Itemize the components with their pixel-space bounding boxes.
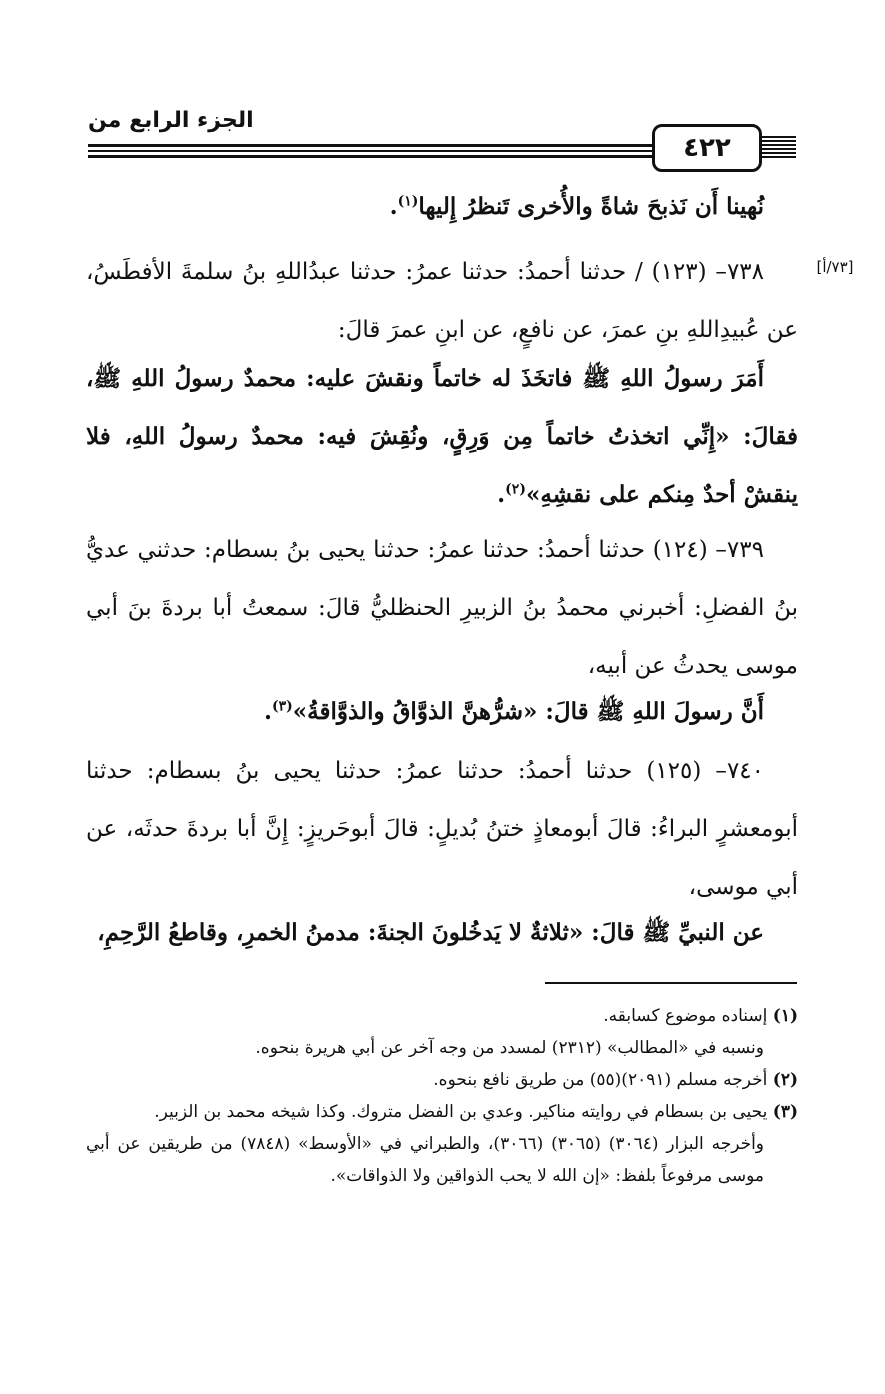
hadith-text: نُهينا أَن نَذبحَ شاةً والأُخرى تَنظرُ إِليها bbox=[418, 193, 764, 220]
footnotes bbox=[86, 1000, 798, 1192]
isnad-739: ٧٣٩– (١٢٤) حدثنا أحمدُ: حدثنا عمرُ: حدثنا يحيى بنُ بسطام: حدثني عديُّ بنُ الفضلِ: أخبرني محمدُ بنُ الزبيرِ الحنظليُّ قالَ: سمعتُ أبا بردةَ بنَ أبي موسى يحدثُ عن أبيه، bbox=[86, 537, 798, 679]
hadith-text-4: عن النبيِّ ﷺ قالَ: «ثلاثةٌ لا يَدخُلونَ الجنةَ: مدمنُ الخمرِ، وقاطعُ الرَّحِمِ، bbox=[97, 919, 764, 946]
footnote-2 bbox=[86, 1064, 798, 1096]
footnote-3-continuation: وأخرجه البزار (٣٠٦٤) (٣٠٦٥) (٣٠٦٦)، والطبراني في «الأوسط» (٧٨٤٨) من طريقين عن أبي موسى مرفوعاً بلفظ: «إن الله لا يحب الذواقين ولا الذواقات». bbox=[86, 1134, 765, 1186]
footnote-text: أخرجه مسلم (٢٠٩١)(٥٥) من طريق نافع بنحوه. bbox=[433, 1070, 768, 1090]
hadith-text-3: أَنَّ رسولَ اللهِ ﷺ قالَ: «شرُّهنَّ الذوَّاقُ والذوَّاقةُ»$^{(٣)}$. bbox=[264, 698, 764, 725]
isnad-740: ٧٤٠– (١٢٥) حدثنا أحمدُ: حدثنا عمرُ: حدثنا يحيى بنُ بسطام: حدثنا أبومعشرٍ البراءُ: قالَ أبومعاذٍ ختنُ بُديلٍ: قالَ أبوحَريزٍ: إِنَّ أبا بردةَ حدثَه، عن أبي موسى، bbox=[86, 758, 798, 900]
header-stripe-ornament bbox=[762, 136, 796, 160]
hadith-text-2: أَمَرَ رسولُ اللهِ ﷺ فاتخَذَ له خاتماً ونقشَ عليه: محمدٌ رسولُ اللهِ ﷺ، فقالَ: «إِنِّي اتخذتُ خاتماً مِن وَرِقٍ، ونُقِشَ فيه: محمدٌ رسولُ اللهِ، فلا ينقشْ أحدٌ مِنكم على نقشِهِ»$^{(٢)}$. bbox=[86, 365, 798, 508]
footnote-number: (١) bbox=[772, 1006, 798, 1026]
hadith-text: أَمَرَ رسولُ اللهِ ﷺ فاتخَذَ له خاتماً ونقشَ عليه: محمدٌ رسولُ اللهِ ﷺ، فقالَ: «إِنِّي اتخذتُ خاتماً مِن وَرِقٍ، ونُقِشَ فيه: محمدٌ رسولُ اللهِ، فلا ينقشْ أحدٌ مِنكم على نقشِهِ» bbox=[86, 365, 798, 508]
manuscript-folio-ref: [٧٣/أ] bbox=[816, 258, 854, 276]
footnote-ref: (٢) bbox=[505, 481, 526, 498]
footnote-1-continuation: ونسبه في «المطالب» (٢٣١٢) لمسدد من وجه آخر عن أبي هريرة بنحوه. bbox=[255, 1038, 764, 1058]
footnote-ref: (١) bbox=[397, 193, 419, 210]
page-number: ٤٢٢ bbox=[652, 124, 762, 172]
footnote-separator bbox=[545, 982, 797, 984]
hadith-text: أَنَّ رسولَ اللهِ ﷺ قالَ: «شرُّهنَّ الذوَّاقُ والذوَّاقةُ» bbox=[292, 698, 764, 725]
running-header: الجزء الرابع من bbox=[88, 108, 254, 133]
footnote-ref: (٣) bbox=[272, 698, 293, 715]
footnote-number: (٣) bbox=[772, 1102, 798, 1122]
footnote-text: يحيى بن بسطام في روايته مناكير. وعدي بن الفضل متروك. وكذا شيخه محمد بن الزبير. bbox=[154, 1102, 768, 1122]
isnad-738: ٧٣٨– (١٢٣) / حدثنا أحمدُ: حدثنا عمرُ: حدثنا عبدُاللهِ بنُ سلمةَ الأفطَسُ، عن عُبيدِاللهِ بنِ عمرَ، عن نافعٍ، عن ابنِ عمرَ قالَ: bbox=[86, 259, 798, 343]
footnote-number: (٢) bbox=[772, 1070, 798, 1090]
footnote-3 bbox=[86, 1096, 798, 1128]
footnote-text: إسناده موضوع كسابقه. bbox=[603, 1006, 768, 1026]
footnote-1 bbox=[86, 1000, 798, 1032]
hadith-text-1: نُهينا أَن نَذبحَ شاةً والأُخرى تَنظرُ إِليها$^{(١)}$. bbox=[389, 193, 764, 220]
